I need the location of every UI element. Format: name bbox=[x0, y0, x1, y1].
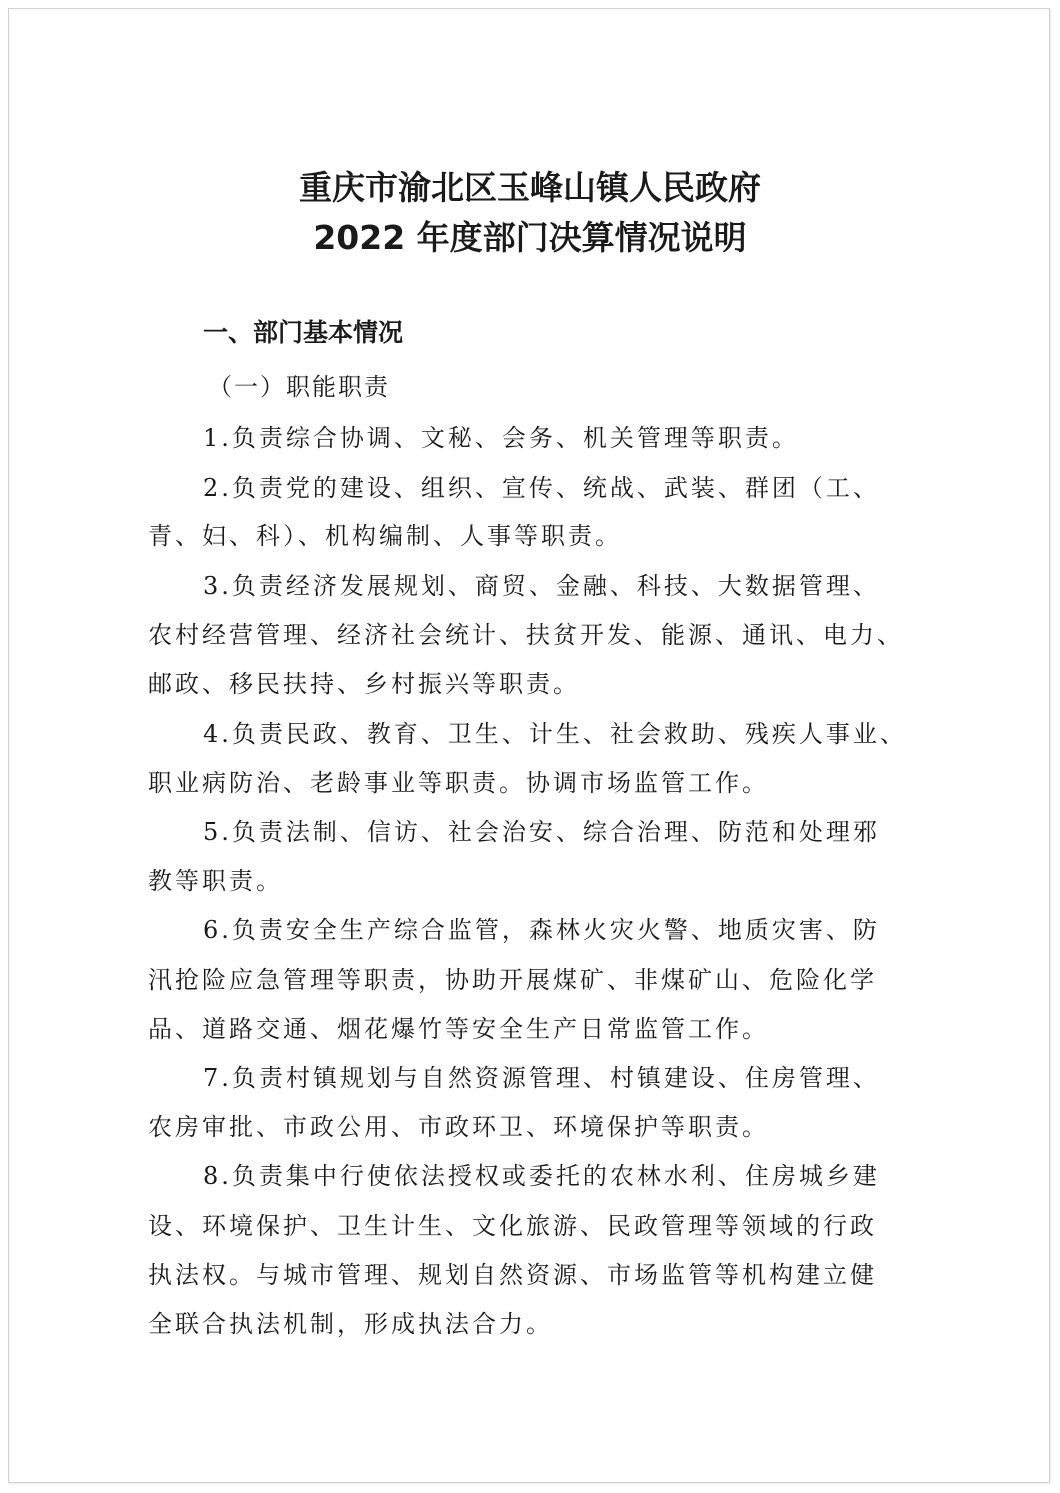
body-line: 邮政、移民扶持、乡村振兴等职责。 bbox=[148, 670, 580, 698]
body-line: 8.负责集中行使依法授权或委托的农林水利、住房城乡建 bbox=[203, 1162, 880, 1190]
body-line: 农村经营管理、经济社会统计、扶贫开发、能源、通讯、电力、 bbox=[148, 621, 904, 649]
body-line: 青、妇、科）、机构编制、人事等职责。 bbox=[148, 522, 622, 550]
body-line: 4.负责民政、教育、卫生、计生、社会救助、残疾人事业、 bbox=[203, 720, 907, 748]
body-line: 品、道路交通、烟花爆竹等安全生产日常监管工作。 bbox=[148, 1015, 769, 1043]
body-line: 7.负责村镇规划与自然资源管理、村镇建设、住房管理、 bbox=[203, 1064, 880, 1092]
body-line: 1.负责综合协调、文秘、会务、机关管理等职责。 bbox=[203, 424, 799, 452]
body-line: 3.负责经济发展规划、商贸、金融、科技、大数据管理、 bbox=[203, 572, 880, 600]
body-line: 2.负责党的建设、组织、宣传、统战、武装、群团（工、 bbox=[203, 474, 880, 502]
body-line: 设、环境保护、卫生计生、文化旅游、民政管理等领域的行政 bbox=[148, 1212, 877, 1240]
document-title-line-1: 重庆市渝北区玉峰山镇人民政府 bbox=[299, 168, 761, 207]
body-line: 6.负责安全生产综合监管，森林火灾火警、地质灾害、防 bbox=[203, 916, 880, 944]
body-line: 教等职责。 bbox=[148, 867, 283, 895]
body-line: 职业病防治、老龄事业等职责。协调市场监管工作。 bbox=[148, 769, 769, 797]
document-title-line-2: 2022 年度部门决算情况说明 bbox=[313, 218, 747, 257]
body-line: 执法权。与城市管理、规划自然资源、市场监管等机构建立健 bbox=[148, 1261, 877, 1289]
body-line: 5.负责法制、信访、社会治安、综合治理、防范和处理邪 bbox=[203, 818, 880, 846]
body-line: 全联合执法机制，形成执法合力。 bbox=[148, 1310, 553, 1338]
body-line: 汛抢险应急管理等职责，协助开展煤矿、非煤矿山、危险化学 bbox=[148, 966, 877, 994]
section-heading: 一、部门基本情况 bbox=[203, 318, 404, 347]
body-line: 农房审批、市政公用、市政环卫、环境保护等职责。 bbox=[148, 1113, 769, 1141]
subsection-heading: （一）职能职责 bbox=[208, 373, 390, 401]
